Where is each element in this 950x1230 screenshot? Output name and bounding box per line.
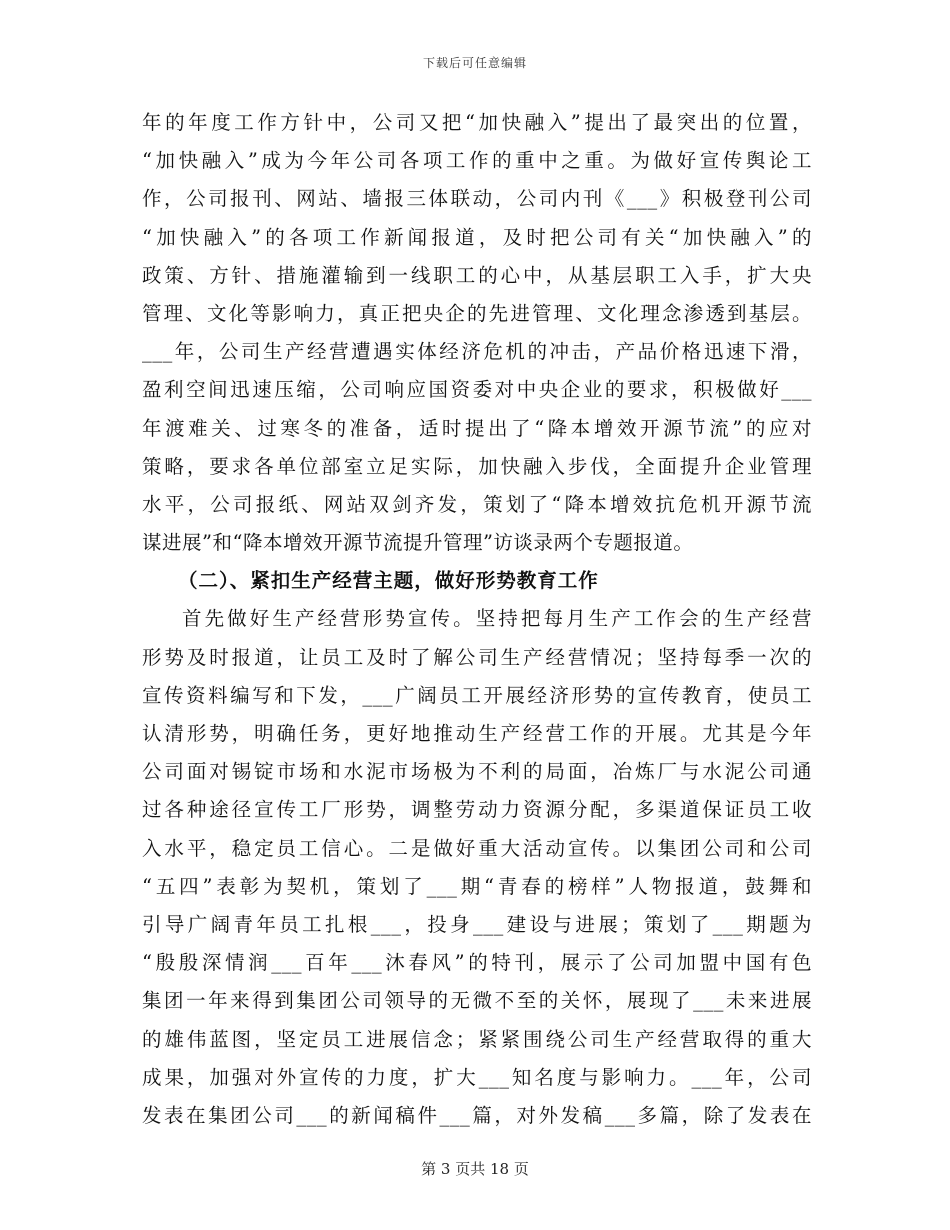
text-line: 年的年度工作方针中，公司又把“加快融入”提出了最突出的位置， [142, 111, 812, 134]
text-line: 策略，要求各单位部室立足实际，加快融入步伐，全面提升企业管理 [142, 454, 812, 478]
text-line: 发表在集团公司___的新闻稿件___篇，对外发稿___多篇，除了发表在 [142, 1103, 812, 1127]
page-number-footer: 第 3 页共 18 页 [421, 1160, 529, 1178]
text-line: 公司面对锡锭市场和水泥市场极为不利的局面，冶炼厂与水泥公司通 [142, 760, 812, 784]
text-line: 政策、方针、措施灌输到一线职工的心中，从基层职工入手，扩大央 [142, 263, 812, 287]
text-line: 入水平，稳定员工信心。二是做好重大活动宣传。以集团公司和公司 [142, 836, 812, 860]
text-line: 引导广阔青年员工扎根___，投身___建设与进展；策划了___期题为 [142, 912, 812, 936]
text-line: 年渡难关、过寒冬的准备，适时提出了“降本增效开源节流”的应对 [142, 416, 812, 440]
text-line: 的雄伟蓝图，坚定员工进展信念；紧紧围绕公司生产经营取得的重大 [142, 1027, 812, 1051]
text-line: 管理、文化等影响力，真正把央企的先进管理、文化理念渗透到基层。 [142, 301, 812, 325]
text-line: 作，公司报刊、网站、墙报三体联动，公司内刊《___》积极登刊公司 [142, 187, 812, 211]
text-line: 谋进展”和“降本增效开源节流提升管理”访谈录两个专题报道。 [142, 531, 694, 555]
document-body [142, 104, 812, 1135]
text-line: 形势及时报道，让员工及时了解公司生产经营情况；坚持每季一次的 [142, 645, 812, 669]
text-line: “殷殷深情润___百年___沐春风”的特刊，展示了公司加盟中国有色 [142, 951, 812, 975]
text-line: 首先做好生产经营形势宣传。坚持把每月生产工作会的生产经营 [182, 607, 812, 631]
text-line: 水平，公司报纸、网站双剑齐发，策划了“降本增效抗危机开源节流 [142, 492, 812, 516]
text-line: “五四”表彰为契机，策划了___期“青春的榜样”人物报道，鼓舞和 [142, 874, 812, 898]
section-heading: （二）、紧扣生产经营主题，做好形势教育工作 [178, 569, 599, 593]
text-line: ___年，公司生产经营遭遇实体经济危机的冲击，产品价格迅速下滑， [142, 340, 812, 364]
page-header-note: 下载后可任意编辑 [422, 56, 527, 70]
text-line: 宣传资料编写和下发，___广阔员工开展经济形势的宣传教育，使员工 [142, 683, 812, 707]
text-line: 成果，加强对外宣传的力度，扩大___知名度与影响力。___年，公司 [142, 1065, 812, 1089]
text-line: “加快融入”成为今年公司各项工作的重中之重。为做好宣传舆论工 [142, 149, 812, 173]
text-line: 盈利空间迅速压缩，公司响应国资委对中央企业的要求，积极做好___ [142, 378, 812, 402]
text-line: 认清形势，明确任务，更好地推动生产经营工作的开展。尤其是今年 [142, 722, 812, 745]
text-line: “加快融入”的各项工作新闻报道，及时把公司有关“加快融入”的 [142, 225, 812, 249]
text-line: 过各种途径宣传工厂形势，调整劳动力资源分配，多渠道保证员工收 [142, 798, 812, 822]
text-line: 集团一年来得到集团公司领导的无微不至的关怀，展现了___未来进展 [142, 989, 812, 1013]
